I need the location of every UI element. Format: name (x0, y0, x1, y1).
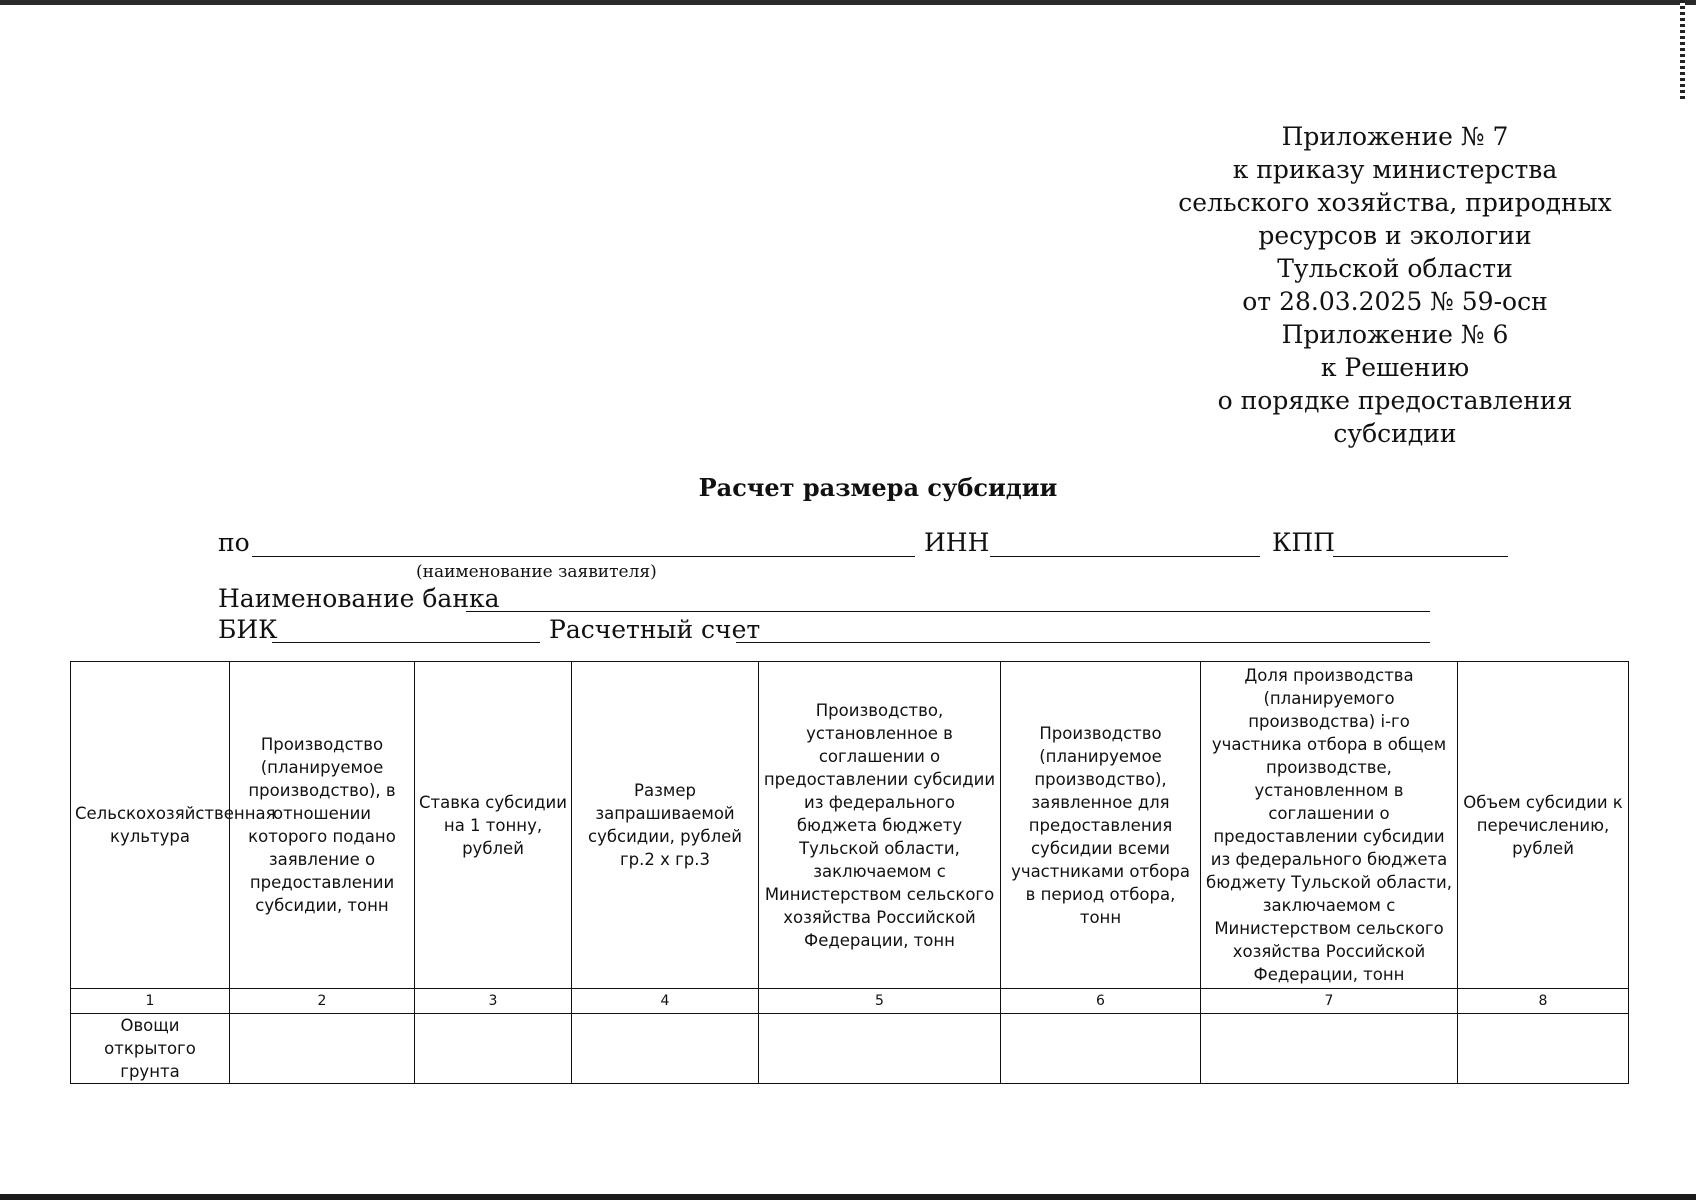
column-number: 4 (572, 989, 759, 1014)
bank-label: Наименование банка (218, 584, 500, 613)
table-cell[interactable] (1201, 1014, 1458, 1084)
appendix-line: к Решению (1320, 353, 1470, 382)
appendix-line: Приложение № 6 (1281, 320, 1509, 349)
table-cell[interactable] (1458, 1014, 1629, 1084)
applicant-hint: (наименование заявителя) (416, 562, 657, 582)
appendix-line: ресурсов и экологии (1258, 221, 1532, 250)
bik-label: БИК (218, 615, 278, 644)
column-header: Размер запрашиваемой субсидии, рублей гр.2 х гр.3 (572, 662, 759, 989)
document-title (0, 473, 1696, 502)
column-header: Производство (планируемое производство), в отношении которого подано заявление о предоставлении субсидии, тонн (230, 662, 415, 989)
scan-edge-right (1680, 0, 1685, 100)
table-header-row (71, 662, 1629, 989)
column-number-row (71, 989, 1629, 1014)
column-header: Производство, установленное в соглашении о предоставлении субсидии из федерального бюджета бюджету Тульской области, заключаемом с Министерством сельского хозяйства Российской Федерации, тонн (759, 662, 1001, 989)
scan-border-bottom (0, 1194, 1696, 1200)
column-number: 2 (230, 989, 415, 1014)
table-cell[interactable] (759, 1014, 1001, 1084)
inn-field[interactable] (990, 556, 1260, 557)
crop-cell: Овощи открытого грунта (71, 1014, 230, 1084)
appendix-line: Приложение № 7 (1281, 122, 1509, 151)
bik-field[interactable] (272, 642, 540, 643)
appendix-line: Тульской области (1277, 254, 1513, 283)
column-header: Доля производства (планируемого производства) i-го участника отбора в общем производстве, установленном в соглашении о предоставлении субсидии из федерального бюджета бюджету Тульской области, заключаемом с Министерством сельского хозяйства Российской Федерации, тонн (1201, 662, 1458, 989)
table-cell[interactable] (1001, 1014, 1201, 1084)
column-number: 3 (415, 989, 572, 1014)
scan-border-top (0, 0, 1696, 5)
account-field[interactable] (736, 642, 1430, 643)
document-title-text: Расчет размера субсидии (698, 473, 1058, 502)
po-label: по (218, 528, 250, 557)
account-label: Расчетный счет (549, 615, 761, 644)
appendix-block (1160, 120, 1630, 450)
appendix-line: к приказу министерства (1232, 155, 1558, 184)
column-header: Объем субсидии к перечислению, рублей (1458, 662, 1629, 989)
kpp-field[interactable] (1333, 556, 1508, 557)
appendix-line: от 28.03.2025 № 59-осн (1242, 287, 1548, 316)
appendix-line: сельского хозяйства, природных (1178, 188, 1612, 217)
table-cell[interactable] (572, 1014, 759, 1084)
kpp-label: КПП (1272, 528, 1335, 557)
column-number: 1 (71, 989, 230, 1014)
column-number: 7 (1201, 989, 1458, 1014)
table-cell[interactable] (230, 1014, 415, 1084)
column-number: 6 (1001, 989, 1201, 1014)
table-cell[interactable] (415, 1014, 572, 1084)
bank-name-field[interactable] (466, 611, 1430, 612)
subsidy-calculation-table (70, 661, 1629, 1084)
column-header: Производство (планируемое производство), заявленное для предоставления субсидии всеми участниками отбора в период отбора, тонн (1001, 662, 1201, 989)
appendix-line: субсидии (1333, 419, 1457, 448)
column-header: Сельскохозяйственная культура (71, 662, 230, 989)
inn-label: ИНН (924, 528, 990, 557)
column-number: 5 (759, 989, 1001, 1014)
table-row (71, 1014, 1629, 1084)
appendix-line: о порядке предоставления (1217, 386, 1573, 415)
column-number: 8 (1458, 989, 1629, 1014)
applicant-name-field[interactable] (252, 556, 915, 557)
column-header: Ставка субсидии на 1 тонну, рублей (415, 662, 572, 989)
